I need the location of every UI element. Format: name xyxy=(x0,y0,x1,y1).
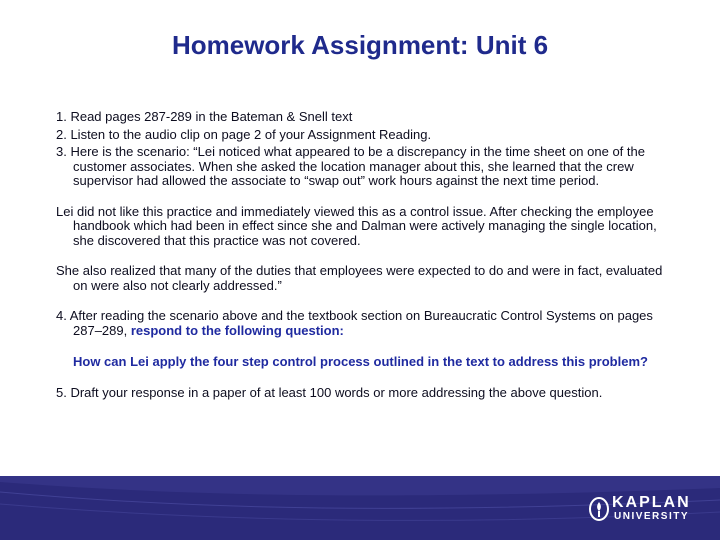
item-2: 2. Listen to the audio clip on page 2 of your Assignment Reading. xyxy=(56,126,432,142)
paragraph-lei: Lei did not like this practice and immediately viewed this as a control issue. After checking the employee handbook which had been in effect since she and Dalman were actively managing the single location, she discovered that this practice was not covered. xyxy=(56,203,657,248)
paragraph-duties: She also realized that many of the duties that employees were expected to do and were in fact, evaluated on were also not clearly addressed.” xyxy=(56,263,663,293)
logo-kaplan: KAPLAN xyxy=(612,494,691,511)
item-3: 3. Here is the scenario: “Lei noticed what appeared to be a discrepancy in the time sheet on one of the customer associates. When she asked the location manager about this, she learned that the crew supervisor had allowed the associate to “swap out” work hours against the next time period. xyxy=(56,144,645,188)
item-4-text: 4. After reading the scenario above and the textbook section on Bureaucratic Control Systems on pages 287–289, xyxy=(56,308,653,338)
item-1: 1. Read pages 287-289 in the Bateman & Snell text xyxy=(56,109,353,124)
logo-university: UNIVERSITY xyxy=(614,511,690,522)
question: How can Lei apply the four step control process outlined in the text to address this problem? xyxy=(73,354,648,369)
item-5: 5. Draft your response in a paper of at least 100 words or more addressing the above question. xyxy=(56,384,603,400)
slide-title: Homework Assignment: Unit 6 xyxy=(171,30,549,60)
slide-body xyxy=(56,110,678,400)
item-4-emphasis: respond to the following question: xyxy=(130,322,344,338)
torch-icon xyxy=(588,496,610,522)
kaplan-university-logo xyxy=(588,492,698,526)
item-4 xyxy=(56,309,678,338)
